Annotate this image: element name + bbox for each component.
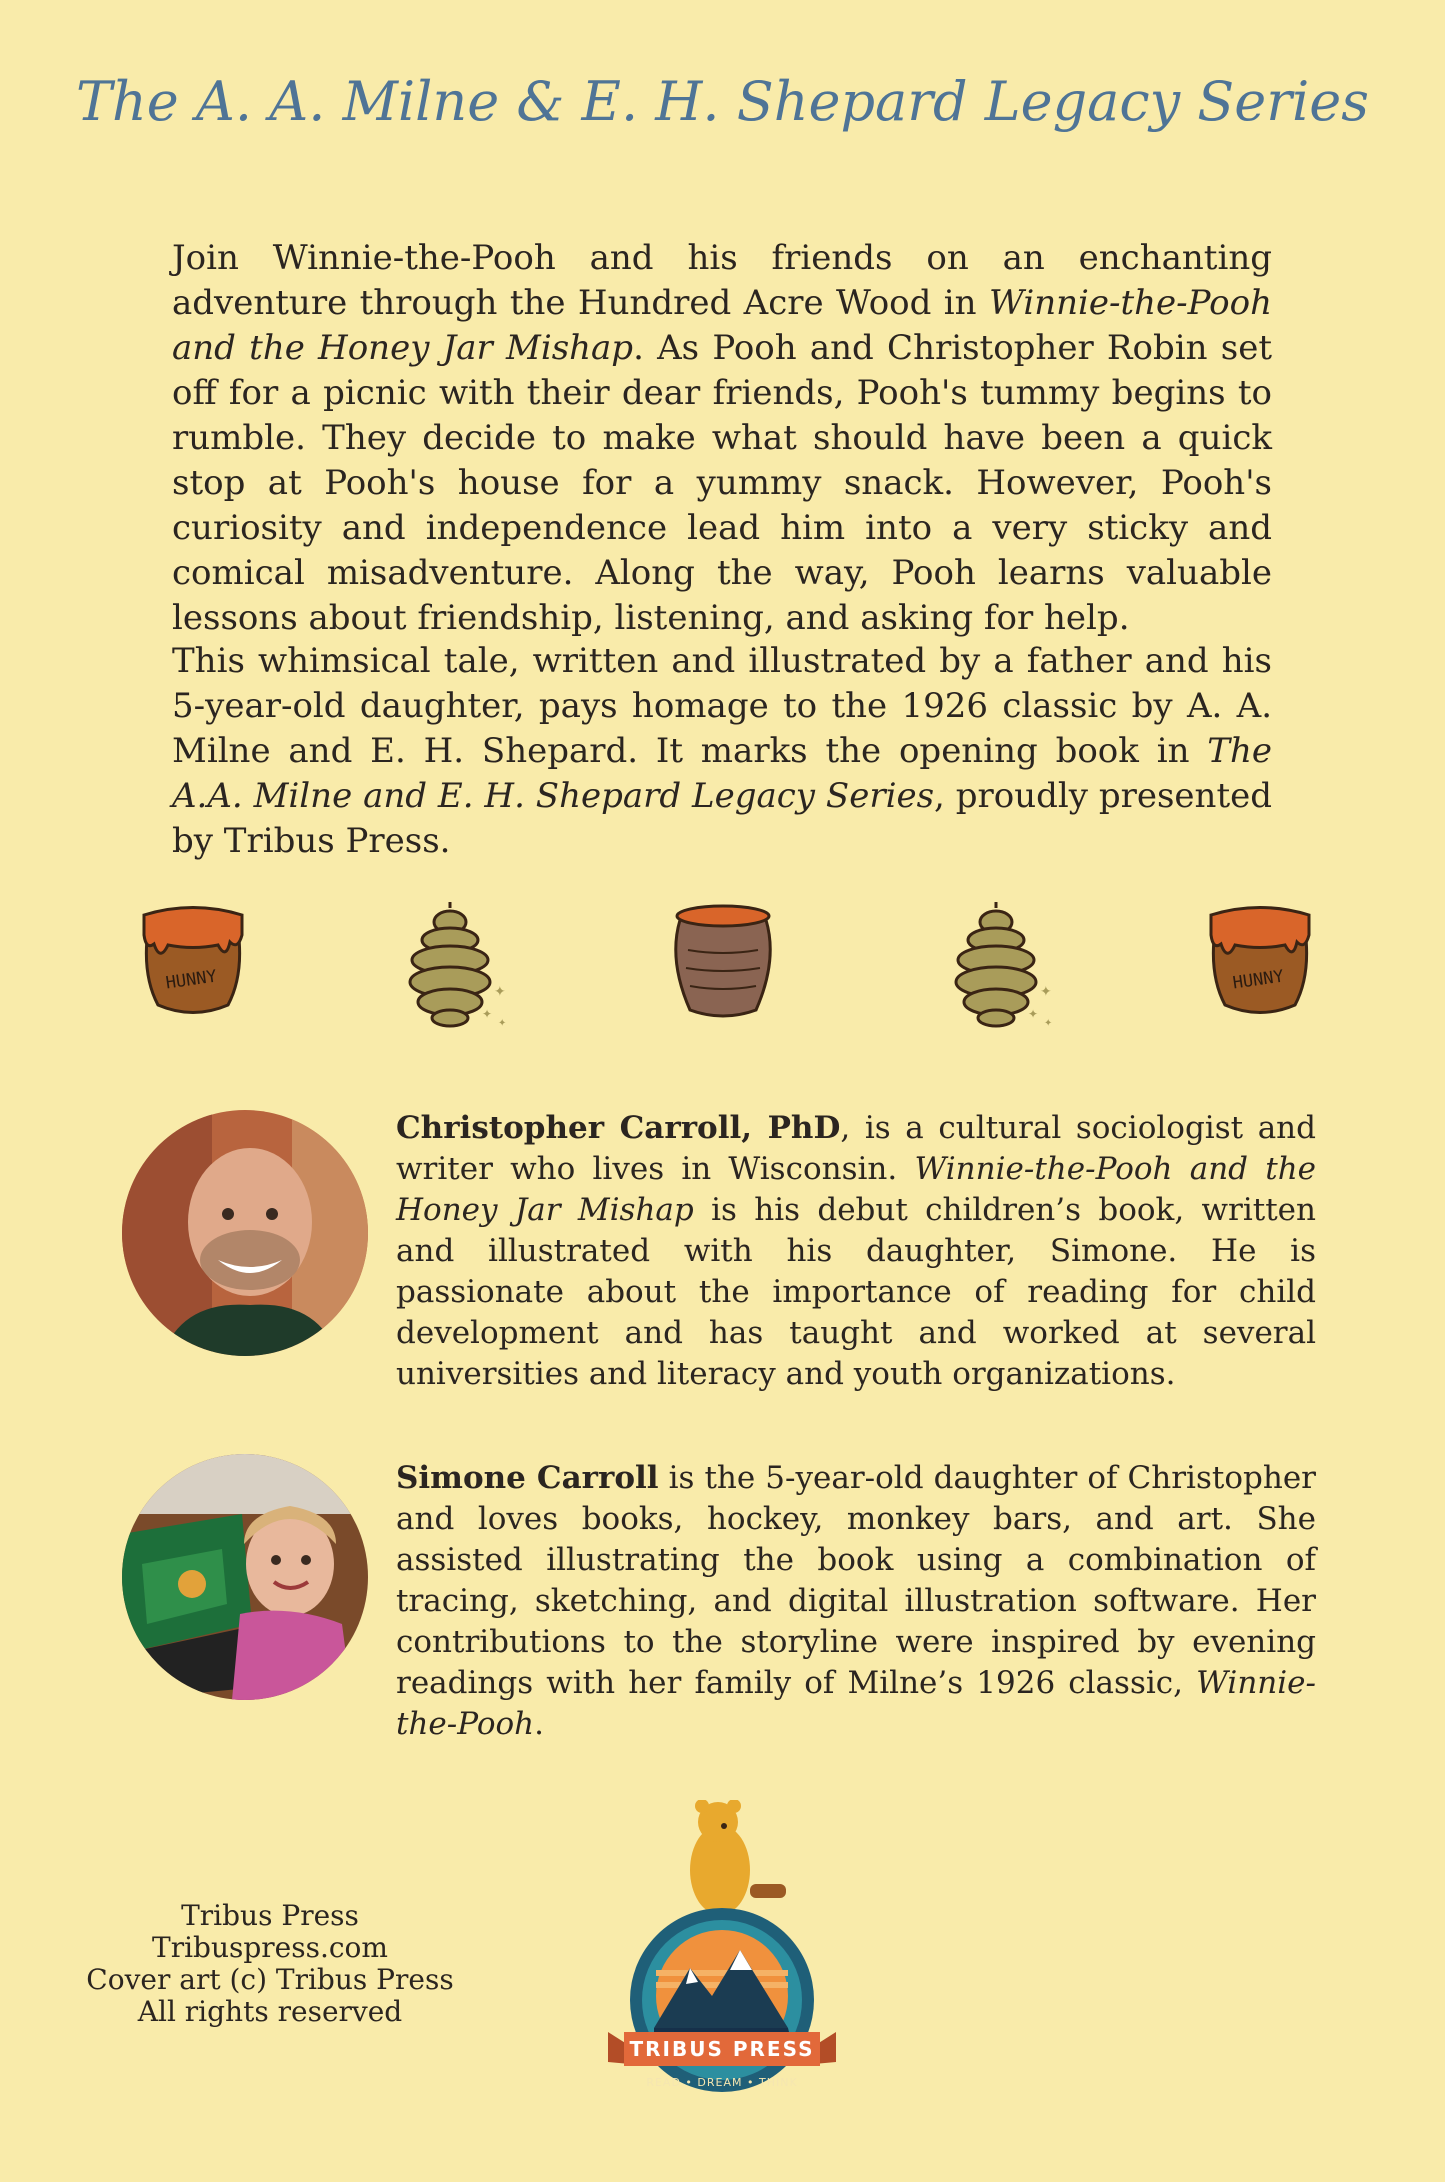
honey-pot-label: HUNNY	[164, 966, 219, 994]
text-run: .	[534, 1706, 544, 1742]
logo-banner-text: TRIBUS PRESS	[629, 2037, 815, 2061]
honey-pot-label: HUNNY	[1231, 966, 1286, 994]
rights-notice: All rights reserved	[137, 1995, 403, 2028]
rich-text	[172, 639, 1272, 864]
svg-text:✦: ✦	[482, 1007, 493, 1021]
honey-pot-icon	[1205, 900, 1315, 1020]
text-run: is the 5-year-old daughter of Christopher and loves books, hockey, monkey bars, and art. She assisted illustrating the book using a combination of tracing, sketching, and digital illustration software. Her contributions to the storyline were inspired by evening readings with her family of Milne’s 1926 classic,	[396, 1460, 1316, 1701]
tribus-press-logo	[590, 1800, 860, 2100]
text-run: This whimsical tale, written and illustrated by a father and his 5-year-old daughter, pays homage to the 1926 classic by A. A. Milne and E. H. Shepard. It marks the opening book in	[172, 641, 1272, 771]
text-run: Join Winnie-the-Pooh and his friends on an enchanting adventure through the Hundred Acre Wood in	[172, 238, 1272, 323]
description-paragraph-1	[172, 236, 1272, 641]
publisher-info	[80, 1900, 460, 2028]
italic-book-title: The A.A. Milne and E. H. Shepard Legacy Series	[172, 731, 1272, 816]
bold-text: Simone Carroll	[396, 1460, 659, 1496]
text-run: , is a cultural sociologist and writer who lives in Wisconsin.	[396, 1110, 1316, 1187]
bold-text: Christopher Carroll, PhD	[396, 1110, 841, 1146]
logo-banner	[608, 2032, 836, 2066]
publisher-website: Tribuspress.com	[152, 1931, 388, 1964]
bio-simone	[396, 1458, 1316, 1745]
svg-text:✦: ✦	[1028, 1007, 1039, 1021]
logo-motto: READ • DREAM • THINK	[646, 2076, 798, 2089]
bio-christopher	[396, 1108, 1316, 1395]
rich-text	[396, 1110, 1316, 1392]
svg-text:✦: ✦	[1040, 984, 1052, 1000]
decorative-icon-row	[0, 900, 1445, 1040]
text-run: . As Pooh and Christopher Robin set off for a picnic with their dear friends, Pooh's tummy begins to rumble. They decide to make what should have been a quick stop at Pooh's house for a yummy snack. However, Pooh's curiosity and independence lead him into a very sticky and comical misadventure. Along the way, Pooh learns valuable lessons about friendship, listening, and asking for help.	[172, 328, 1272, 638]
svg-text:✦: ✦	[494, 984, 506, 1000]
italic-book-title: Winnie-the-Pooh and the Honey Jar Mishap	[396, 1151, 1317, 1228]
svg-text:✦: ✦	[1044, 1018, 1053, 1029]
series-title: The A. A. Milne & E. H. Shepard Legacy Series	[76, 70, 1369, 133]
rich-text	[172, 236, 1272, 641]
publisher-name: Tribus Press	[181, 1899, 359, 1932]
svg-text:✦: ✦	[498, 1018, 507, 1029]
beehive-icon	[948, 900, 1058, 1035]
text-run: , proudly presented by Tribus Press.	[172, 776, 1272, 861]
description-paragraph-2	[172, 639, 1272, 864]
author-photo-christopher	[122, 1110, 368, 1356]
italic-book-title: Winnie-the-Pooh	[396, 1665, 1316, 1742]
cover-art-credit: Cover art (c) Tribus Press	[86, 1963, 454, 1996]
italic-book-title: Winnie-the-Pooh and the Honey Jar Mishap	[172, 283, 1272, 368]
bear-icon	[690, 1800, 786, 1915]
rich-text	[396, 1460, 1316, 1742]
beehive-icon	[402, 900, 512, 1035]
clay-pot-icon	[668, 900, 778, 1025]
honey-pot-icon	[138, 900, 248, 1020]
author-photo-simone	[122, 1454, 368, 1700]
text-run: is his debut children’s book, written and illustrated with his daughter, Simone. He is passionate about the importance of reading for child development and has taught and worked at several universities and literacy and youth organizations.	[396, 1192, 1316, 1392]
